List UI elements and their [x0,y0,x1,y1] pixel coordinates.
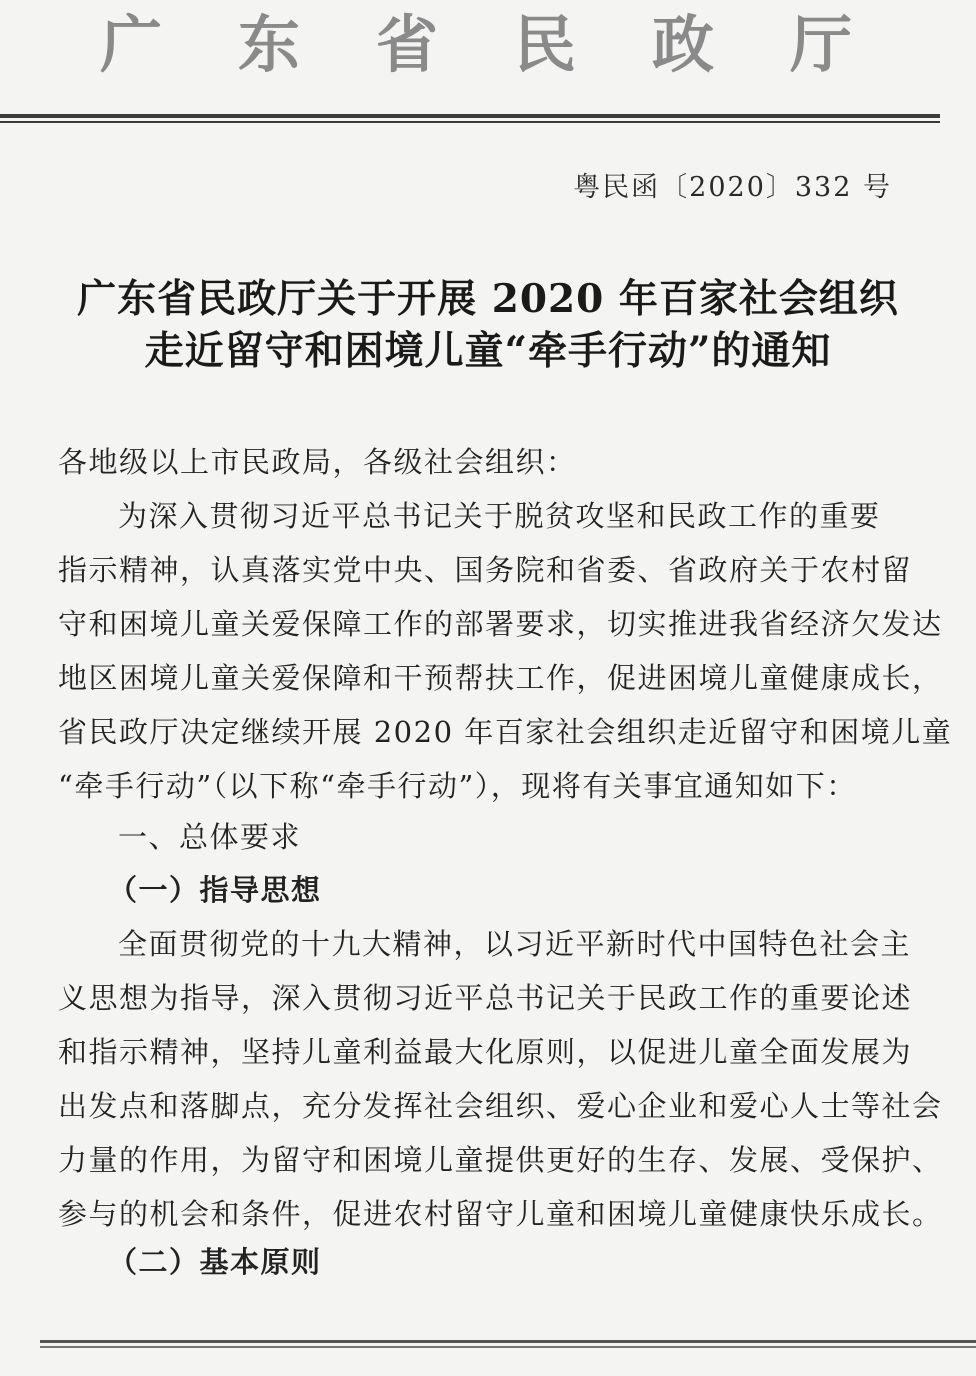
letterhead-char: 厅 [789,8,852,81]
letterhead-char: 政 [651,8,714,81]
document-title-line-1: 广东省民政厅关于开展 2020 年百家社会组织 [77,276,899,322]
letterhead-char: 省 [375,8,438,81]
guiding-line: 和指示精神，坚持儿童利益最大化原则，以促进儿童全面发展为 [58,1035,913,1069]
letterhead-char: 广 [99,8,162,81]
header-rule [0,114,940,118]
letterhead-char: 民 [513,8,576,81]
subsection-heading: （一）指导思想 [108,873,322,907]
footer-rule [40,1340,976,1343]
letterhead [96,10,856,80]
guiding-line: 义思想为指导，深入贯彻习近平总书记关于民政工作的重要论述 [58,981,913,1015]
intro-line: 省民政厅决定继续开展 2020 年百家社会组织走近留守和困境儿童 [58,715,953,749]
footer-rule-thin [40,1346,976,1348]
letterhead-char: 东 [237,8,300,81]
document-title-line-2: 走近留守和困境儿童“牵手行动”的通知 [144,328,832,374]
header-rule-thin [0,121,940,123]
intro-line: 地区困境儿童关爱保障和干预帮扶工作，促进困境儿童健康成长， [58,661,943,695]
document-number: 粤民函〔2020〕332 号 [573,172,892,203]
guiding-line: 全面贯彻党的十九大精神，以习近平新时代中国特色社会主 [118,927,912,961]
guiding-line: 力量的作用，为留守和困境儿童提供更好的生存、发展、受保护、 [58,1143,943,1177]
subsection-heading: （二）基本原则 [108,1245,322,1279]
guiding-line: 参与的机会和条件，促进农村留守儿童和困境儿童健康快乐成长。 [58,1197,943,1231]
guiding-line: 出发点和落脚点，充分发挥社会组织、爱心企业和爱心人士等社会 [58,1089,943,1123]
intro-line: 守和困境儿童关爱保障工作的部署要求，切实推进我省经济欠发达 [58,607,943,641]
section-heading: 一、总体要求 [118,820,302,854]
intro-line: “牵手行动”（以下称“牵手行动”），现将有关事宜通知如下： [58,769,857,803]
intro-line: 指示精神，认真落实党中央、国务院和省委、省政府关于农村留 [58,553,913,587]
salutation: 各地级以上市民政局，各级社会组织： [58,445,577,479]
intro-line: 为深入贯彻习近平总书记关于脱贫攻坚和民政工作的重要 [118,499,881,533]
